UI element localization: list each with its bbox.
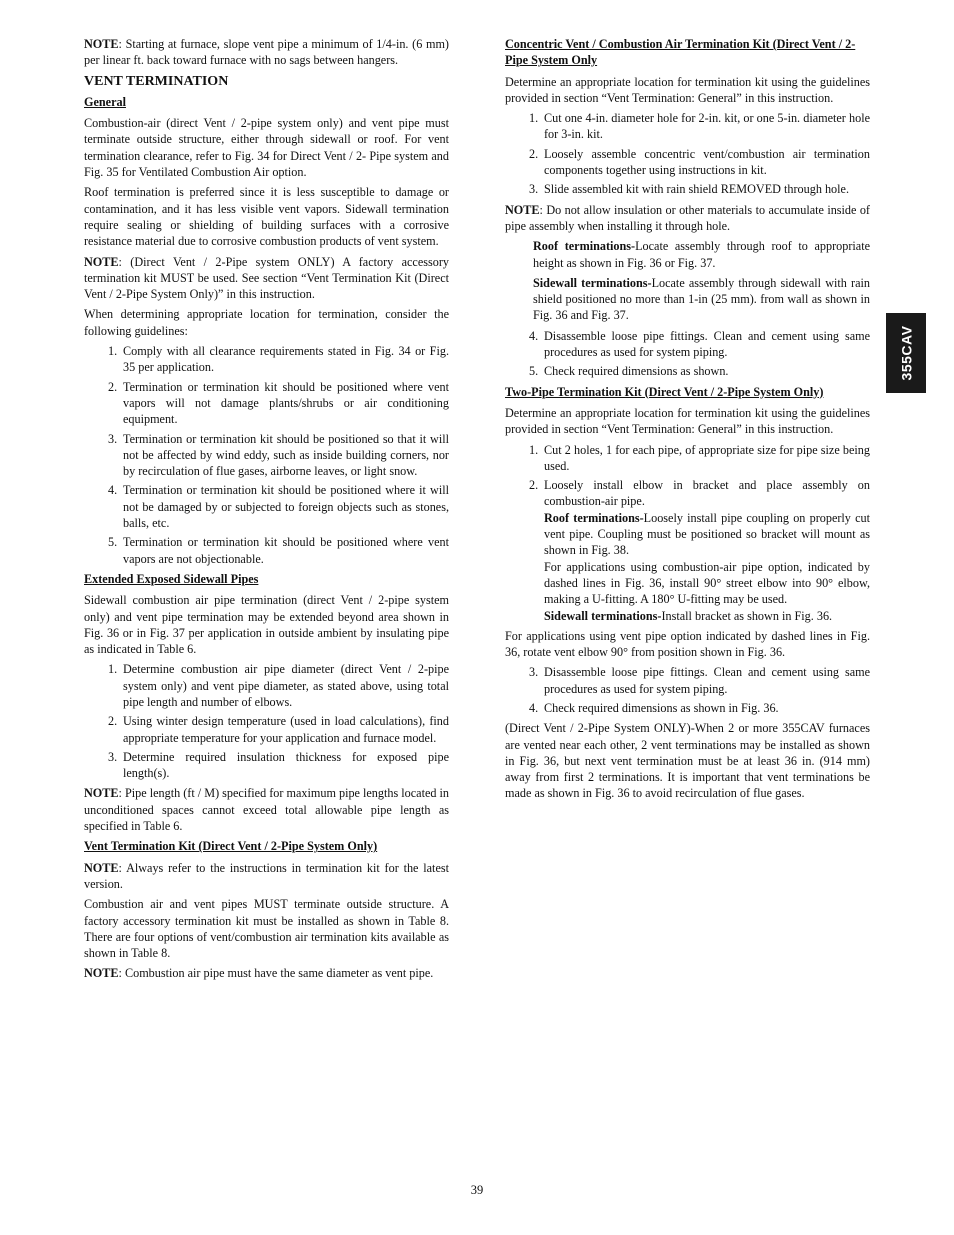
twopipe-heading: Two-Pipe Termination Kit (Direct Vent / 2-Pipe System Only) [505,384,824,399]
item-text: Comply with all clearance requirements stated in Fig. 34 or Fig. 35 per application. [123,344,449,375]
general-paragraph-1: Combustion-air (direct Vent / 2-pipe system only) and vent pipe must terminate outside structure, either through sidewall or roof. For vent termination clearance, refer to Fig. 34 for Direct Vent / 2- Pipe system and Fig. 35 for Ventilated Combustion Air option. [84,116,449,180]
list-item [84,661,449,710]
item-text: Termination or termination kit should be positioned where vent vapors are not objectionable. [123,535,449,566]
list-item [505,477,870,624]
list-item [84,343,449,376]
item-text: Determine combustion air pipe diameter (direct Vent / 2-pipe system only) and vent pipe diameter, as stated above, using total pipe length and number of elbows. [123,662,449,709]
item-number: 5. [529,364,539,379]
sidewall-label: Sidewall terminations- [533,275,652,290]
general-paragraph-3: When determining appropriate location for termination, consider the following guidelines: [84,307,449,338]
list-item [84,749,449,782]
list-item [505,181,870,197]
note-insulation [505,202,870,235]
twopipe-roof [544,510,870,559]
kit-heading: Vent Termination Kit (Direct Vent / 2-Pipe System Only) [84,839,378,854]
twopipe-steps-list-2 [505,664,870,716]
note-text: : Combustion air pipe must have the same diameter as vent pipe. [118,966,434,981]
model-side-tab [886,313,926,393]
note-direct-vent [84,254,449,303]
list-item [84,713,449,746]
note-text: : (Direct Vent / 2-Pipe system ONLY) A factory accessory termination kit MUST be used. See section “Vent Termination Kit (Direct Vent / 2-Pipe System Only)” in this instruction. [84,254,449,302]
list-item [505,664,870,697]
item-text: Termination or termination kit should be positioned where it will not be damaged by or subjected to foreign objects such as stones, balls, etc. [123,483,449,531]
item-text: Using winter design temperature (used in load calculations), find appropriate temperature for your application and furnace model. [123,714,449,745]
sidewall-terminations [505,275,870,324]
item-number: 1. [529,442,539,457]
twopipe-paragraph-2: For applications using vent pipe option indicated by dashed lines in Fig. 36, rotate vent elbow 90° from position shown in Fig. 36. [505,628,870,660]
list-item [84,379,449,428]
concentric-paragraph: Determine an appropriate location for termination kit using the guidelines provided in section “Vent Termination: General” in this instruction. [505,74,870,105]
note-label: NOTE [84,786,119,801]
twopipe-sidewall-text: Install bracket as shown in Fig. 36. [661,608,833,623]
item-text: Disassemble loose pipe fittings. Clean and cement using same procedures as used for system piping. [544,665,870,696]
twopipe-steps-list [505,442,870,624]
list-item [84,534,449,567]
item-text: Loosely install elbow in bracket and place assembly on combustion-air pipe. [544,478,870,509]
guidelines-list [84,343,449,567]
item-text: Check required dimensions as shown in Fig. 36. [544,700,779,715]
item-number: 3. [529,665,539,680]
item-number: 4. [108,483,118,498]
twopipe-roof-label: Roof terminations- [544,510,644,525]
note-text: : Always refer to the instructions in termination kit for the latest version. [84,860,449,891]
item-number: 1. [108,662,118,677]
note-label: NOTE [84,860,119,875]
general-paragraph-2: Roof termination is preferred since it is less susceptible to damage or contamination, and it has less visible vent vapors. Sidewall termination require sealing or shielding of building surfaces with a corrosive resistance material due to corrosive combustion products of vent system. [84,185,449,249]
list-item [505,110,870,143]
item-number: 3. [108,749,118,764]
roof-terminations [505,238,870,271]
note-pipe-length [84,785,449,834]
roof-text: Locate assembly through roof to appropriate height as shown in Fig. 36 or Fig. 37. [533,239,870,270]
item-text: Cut 2 holes, 1 for each pipe, of appropriate size for pipe size being used. [544,442,870,473]
item-text: Determine required insulation thickness for exposed pipe length(s). [123,749,449,781]
concentric-steps-list [505,110,870,197]
roof-label: Roof terminations- [533,239,636,254]
item-text: Loosely assemble concentric vent/combustion air termination components together using instructions in kit. [544,146,870,178]
concentric-heading: Concentric Vent / Combustion Air Termination Kit (Direct Vent / 2-Pipe System Only [505,37,856,68]
list-item [505,442,870,475]
extended-heading: Extended Exposed Sidewall Pipes [84,571,259,586]
item-number: 4. [529,700,539,715]
note-text: : Starting at furnace, slope vent pipe a minimum of 1/4-in. (6 mm) per linear ft. back toward furnace with no sags between hangers. [84,37,449,68]
concentric-steps-list-2 [505,328,870,380]
model-side-tab-label: 355CAV [898,325,915,381]
item-number: 3. [529,182,539,197]
twopipe-paragraph: Determine an appropriate location for termination kit using the guidelines provided in section “Vent Termination: General” in this instruction. [505,405,870,437]
twopipe-applications: For applications using combustion-air pipe option, indicated by dashed lines in Fig. 36, install 90° street elbow into 90° elbow, making a U-fitting. A 180° U-fitting may be used. [544,559,870,607]
note-diameter [84,965,449,981]
note-label: NOTE [84,254,119,269]
page-number: 39 [470,1183,484,1197]
note-label: NOTE [84,37,119,51]
item-number: 2. [529,146,539,161]
final-paragraph: (Direct Vent / 2-Pipe System ONLY)-When 2 or more 355CAV furnaces are vented near each other, 2 vent terminations may be installed as shown in Fig. 36, but next vent termination must be at least 36 in. (914 mm) away from first 2 terminations. It is important that vent terminations be made as shown in Fig. 36 to avoid recirculation of flue gases. [505,721,870,801]
list-item [505,328,870,361]
twopipe-sidewall-label: Sidewall terminations- [544,608,662,623]
note-label: NOTE [84,966,119,981]
item-number: 2. [108,379,118,394]
list-item [84,431,449,480]
extended-paragraph: Sidewall combustion air pipe termination (direct Vent / 2-pipe system only) and vent pipe termination may be extended beyond area shown in Fig. 36 or in Fig. 37 per application in outside ambient by insulating pipe as indicated in Table 6. [84,593,449,657]
section-title: VENT TERMINATION [84,73,229,89]
note-text: : Pipe length (ft / M) specified for maximum pipe lengths located in unconditioned spaces cannot exceed total allowable pipe length as specified in Table 6. [84,786,449,834]
item-number: 2. [529,478,539,493]
list-item [505,146,870,179]
item-text: Cut one 4-in. diameter hole for 2-in. kit, or one 5-in. diameter hole for 3-in. kit. [544,111,870,142]
kit-paragraph: Combustion air and vent pipes MUST terminate outside structure. A factory accessory termination kit must be installed as shown in Table 8. There are four options of vent/combustion air termination kits available as shown in Table 8. [84,897,449,961]
twopipe-sidewall [544,608,870,624]
item-text: Slide assembled kit with rain shield REMOVED through hole. [544,182,849,197]
general-heading: General [84,94,126,109]
list-item [505,700,870,716]
item-number: 1. [529,111,539,126]
item-number: 4. [529,328,539,343]
extended-steps-list [84,661,449,781]
sidewall-text: Locate assembly through sidewall with rain shield positioned no more than 1-in (25 mm). from wall as shown in Fig. 36 and Fig. 37. [533,275,870,323]
list-item [84,482,449,531]
note-instructions [84,860,449,893]
item-number: 1. [108,344,118,359]
note-slope [84,36,449,69]
note-text: : Do not allow insulation or other materials to accumulate inside of pipe assembly when installing it through hole. [505,202,870,233]
twopipe-roof-text: Loosely install pipe coupling on properly cut vent pipe. Coupling must be positioned so bracket will mount as shown in Fig. 38. [544,510,870,558]
list-item [505,363,870,379]
item-number: 5. [108,535,118,550]
item-number: 3. [108,431,118,446]
item-text: Check required dimensions as shown. [544,364,729,379]
left-column [84,36,449,986]
item-text: Termination or termination kit should be positioned where vent vapors will not damage plants/shrubs or air conditioning equipment. [123,379,449,427]
note-label: NOTE [505,202,540,217]
item-text: Termination or termination kit should be positioned so that it will not be affected by wind eddy, such as inside building corners, nor by recirculation of flue gases, airborne leaves, or light snow. [123,431,449,479]
right-column [505,36,870,806]
item-number: 2. [108,714,118,729]
item-text: Disassemble loose pipe fittings. Clean and cement using same procedures as used for system piping. [544,328,870,360]
